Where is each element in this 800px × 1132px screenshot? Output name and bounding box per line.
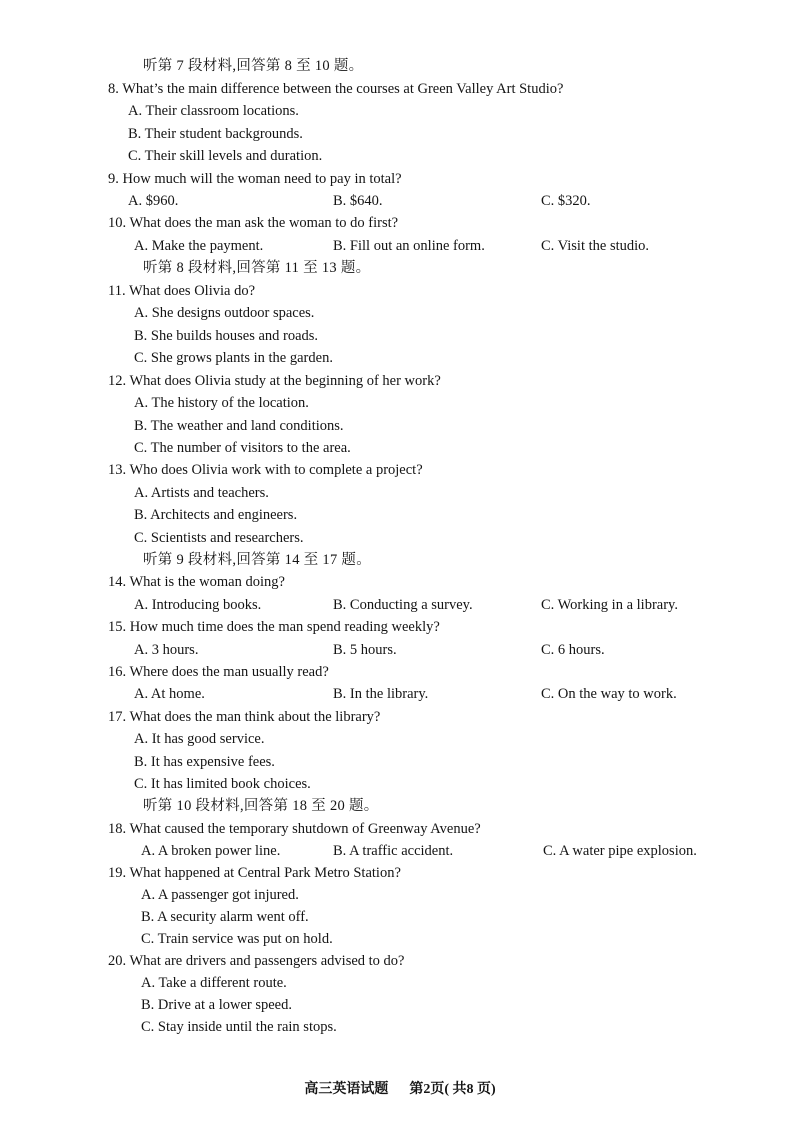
option-11b: B. She builds houses and roads. <box>134 328 319 344</box>
option-12a: A. The history of the location. <box>134 395 309 411</box>
option-10c: C. Visit the studio. <box>541 238 650 254</box>
question-text: What happened at Central Park Metro Station? <box>129 865 401 881</box>
question-19 <box>108 863 401 883</box>
option-13b: B. Architects and engineers. <box>134 507 298 523</box>
option-20c: C. Stay inside until the rain stops. <box>141 1019 337 1035</box>
option-8c: C. Their skill levels and duration. <box>128 148 323 164</box>
section-heading: 听第 9 段材料,回答第 14 至 17 题。 <box>143 552 372 568</box>
question-18 <box>108 819 481 839</box>
option-9b: B. $640. <box>333 193 383 209</box>
question-text: What caused the temporary shutdown of Greenway Avenue? <box>129 821 481 837</box>
question-number: 16. <box>108 664 127 680</box>
section-heading: 听第 8 段材料,回答第 11 至 13 题。 <box>143 260 371 276</box>
question-number: 20. <box>108 953 127 969</box>
option-9c: C. $320. <box>541 193 591 209</box>
option-12b: B. The weather and land conditions. <box>134 418 344 434</box>
question-17 <box>108 707 380 727</box>
question-number: 17. <box>108 709 127 725</box>
section-heading: 听第 7 段材料,回答第 8 至 10 题。 <box>143 58 364 74</box>
option-19b: B. A security alarm went off. <box>141 909 309 925</box>
option-14c: C. Working in a library. <box>541 597 678 613</box>
option-18c: C. A water pipe explosion. <box>543 843 697 859</box>
question-8 <box>108 79 563 99</box>
question-text: What is the woman doing? <box>129 574 285 590</box>
option-17c: C. It has limited book choices. <box>134 776 311 792</box>
question-number: 11. <box>108 283 126 299</box>
question-number: 15. <box>108 619 127 635</box>
question-number: 12. <box>108 373 127 389</box>
option-8b: B. Their student backgrounds. <box>128 126 303 142</box>
question-number: 9. <box>108 171 119 187</box>
option-17a: A. It has good service. <box>134 731 265 747</box>
option-18a: A. A broken power line. <box>141 843 281 859</box>
option-13a: A. Artists and teachers. <box>134 485 269 501</box>
option-16a: A. At home. <box>134 686 205 702</box>
option-15c: C. 6 hours. <box>541 642 605 658</box>
option-20a: A. Take a different route. <box>141 975 287 991</box>
question-20 <box>108 951 405 971</box>
option-20b: B. Drive at a lower speed. <box>141 997 292 1013</box>
option-9a: A. $960. <box>128 193 179 209</box>
option-19a: A. A passenger got injured. <box>141 887 299 903</box>
page-footer <box>0 1078 800 1098</box>
question-13 <box>108 460 423 480</box>
option-16b: B. In the library. <box>333 686 429 702</box>
question-number: 14. <box>108 574 127 590</box>
option-14a: A. Introducing books. <box>134 597 262 613</box>
footer-page-number: 第2页( 共8 页) <box>409 1082 496 1097</box>
option-13c: C. Scientists and researchers. <box>134 530 304 546</box>
option-11a: A. She designs outdoor spaces. <box>134 305 315 321</box>
question-text: How much will the woman need to pay in total? <box>122 171 402 187</box>
option-10b: B. Fill out an online form. <box>333 238 485 254</box>
question-12 <box>108 371 441 391</box>
question-number: 10. <box>108 215 127 231</box>
option-16c: C. On the way to work. <box>541 686 677 702</box>
question-text: What does the man think about the library? <box>129 709 381 725</box>
option-8a: A. Their classroom locations. <box>128 103 299 119</box>
question-number: 18. <box>108 821 127 837</box>
option-18b: B. A traffic accident. <box>333 843 454 859</box>
question-16 <box>108 662 329 682</box>
question-15 <box>108 617 440 637</box>
option-15a: A. 3 hours. <box>134 642 199 658</box>
option-12c: C. The number of visitors to the area. <box>134 440 351 456</box>
option-10a: A. Make the payment. <box>134 238 264 254</box>
question-number: 13. <box>108 462 127 478</box>
question-text: What does Olivia study at the beginning of her work? <box>129 373 441 389</box>
question-text: Where does the man usually read? <box>129 664 329 680</box>
question-14 <box>108 572 285 592</box>
section-heading: 听第 10 段材料,回答第 18 至 20 题。 <box>143 798 379 814</box>
question-text: What are drivers and passengers advised to do? <box>129 953 405 969</box>
question-9 <box>108 169 402 189</box>
option-11c: C. She grows plants in the garden. <box>134 350 333 366</box>
option-14b: B. Conducting a survey. <box>333 597 473 613</box>
question-text: What does Olivia do? <box>128 283 256 299</box>
question-10 <box>108 213 398 233</box>
question-number: 8. <box>108 81 119 97</box>
question-text: Who does Olivia work with to complete a project? <box>129 462 423 478</box>
question-11 <box>108 281 255 301</box>
question-text: What’s the main difference between the courses at Green Valley Art Studio? <box>122 81 564 97</box>
option-19c: C. Train service was put on hold. <box>141 931 333 947</box>
option-17b: B. It has expensive fees. <box>134 754 275 770</box>
question-text: How much time does the man spend reading weekly? <box>129 619 440 635</box>
footer-title: 高三英语试题 <box>304 1082 389 1097</box>
question-text: What does the man ask the woman to do first? <box>129 215 399 231</box>
question-number: 19. <box>108 865 127 881</box>
option-15b: B. 5 hours. <box>333 642 397 658</box>
